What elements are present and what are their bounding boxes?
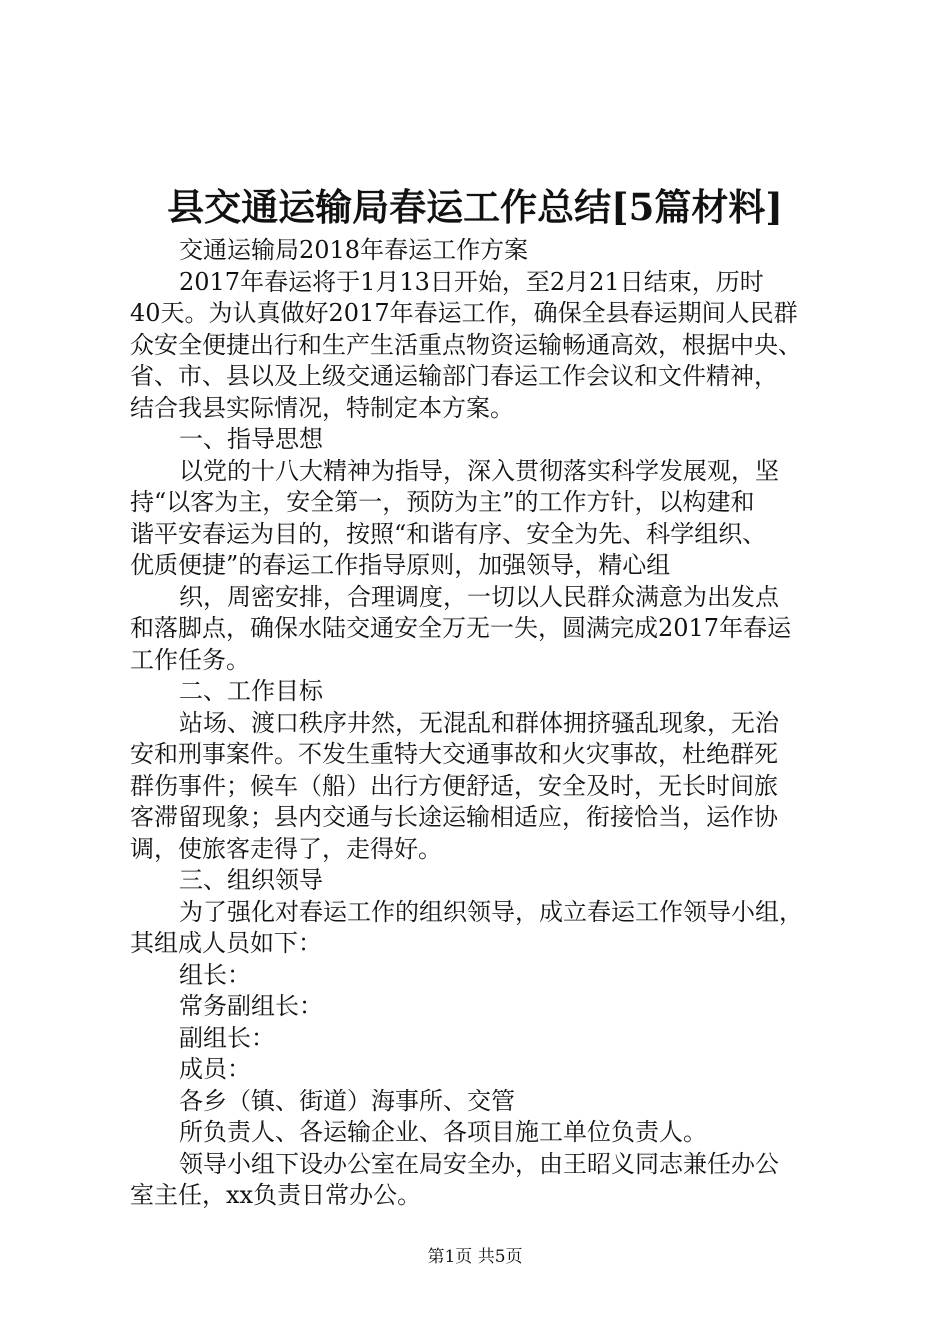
body-line: 三、组织领导 (179, 866, 323, 894)
body-line: 织，周密安排，合理调度，一切以人民群众满意为出发点 (179, 582, 779, 611)
body-line: 交通运输局2018年春运工作方案 (179, 236, 529, 264)
body-line: 所负责人、各运输企业、各项目施工单位负责人。 (179, 1118, 707, 1146)
body-line: 一、指导思想 (179, 425, 323, 453)
document-body (130, 235, 852, 1212)
body-line: 为了强化对春运工作的组织领导，成立春运工作领导小组， (179, 897, 803, 926)
body-line: 其组成人员如下： (130, 929, 322, 957)
body-line: 常务副组长： (179, 992, 323, 1020)
body-line: 成员： (179, 1055, 251, 1083)
body-line: 客滞留现象；县内交通与长途运输相适应，衔接恰当，运作协 (130, 803, 778, 831)
body-line: 站场、渡口秩序井然，无混乱和群体拥挤骚乱现象，无治 (179, 708, 779, 737)
body-line: 室主任，xx负责日常办公。 (130, 1181, 422, 1209)
body-line: 2017年春运将于1月13日开始，至2月21日结束，历时 (179, 267, 764, 296)
body-line: 优质便捷”的春运工作指导原则，加强领导，精心组 (130, 551, 671, 579)
body-line: 省、市、县以及上级交通运输部门春运工作会议和文件精神， (130, 362, 778, 390)
body-line: 群伤事件；候车（船）出行方便舒适，安全及时，无长时间旅 (130, 771, 778, 800)
body-line: 和落脚点，确保水陆交通安全万无一失，圆满完成2017年春运 (130, 614, 792, 642)
body-line: 安和刑事案件。不发生重特大交通事故和火灾事故，杜绝群死 (130, 740, 778, 768)
body-line: 众安全便捷出行和生产生活重点物资运输畅通高效，根据中央、 (130, 330, 802, 359)
body-line: 领导小组下设办公室在局安全办，由王昭义同志兼任办公 (179, 1149, 779, 1178)
body-line: 谐平安春运为目的，按照“和谐有序、安全为先、科学组织、 (130, 519, 767, 548)
body-line: 二、工作目标 (179, 677, 323, 705)
body-line: 组长： (179, 960, 251, 989)
page-number-footer: 第1页 共5页 (427, 1247, 523, 1267)
body-line: 调，使旅客走得了，走得好。 (130, 834, 442, 863)
body-line: 副组长： (179, 1023, 275, 1052)
document-title: 县交通运输局春运工作总结[5篇材料] (167, 185, 783, 229)
body-line: 以党的十八大精神为指导，深入贯彻落实科学发展观，坚 (179, 456, 779, 485)
body-line: 持“以客为主，安全第一，预防为主”的工作方针，以构建和 (130, 488, 755, 516)
body-line: 结合我县实际情况，特制定本方案。 (130, 393, 514, 422)
body-line: 工作任务。 (130, 645, 250, 674)
body-line: 各乡（镇、街道）海事所、交管 (179, 1086, 515, 1115)
body-line: 40天。为认真做好2017年春运工作，确保全县春运期间人民群 (130, 299, 798, 327)
